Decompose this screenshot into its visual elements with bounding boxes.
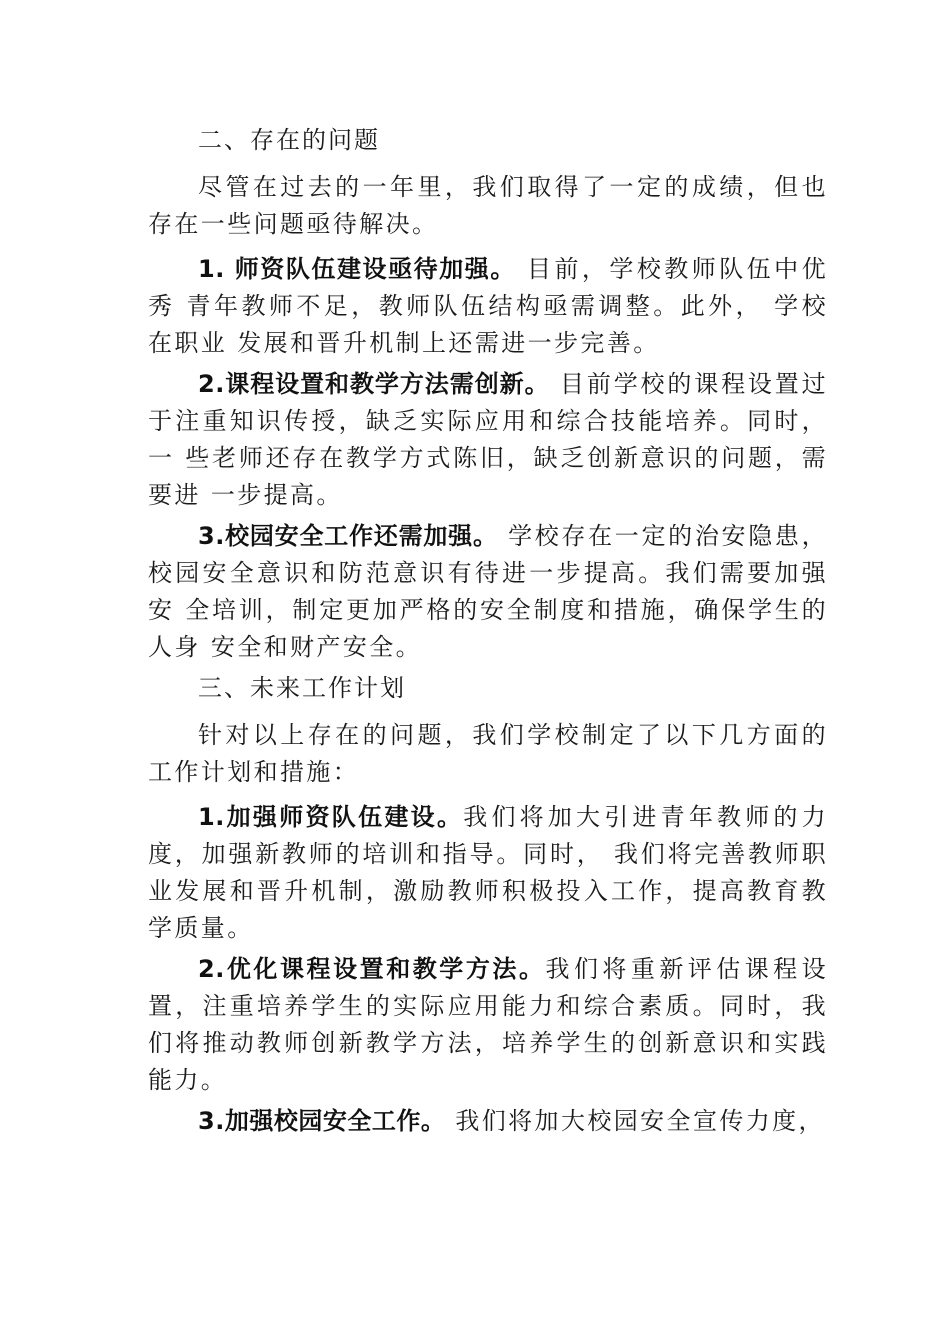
problem-item-3-body: 学校存在一定的治安隐患， 校园安全意识和防范意识有待进一步提高。我们需要加强安 全培训，制定更加严格的安全制度和措施，确保学生的人身 安全和财产安全。 (148, 522, 828, 661)
plan-item-2 (148, 951, 828, 1099)
problem-item-2-lead: 2.课程设置和教学方法需创新。 (198, 370, 550, 398)
section-intro-problems: 尽管在过去的一年里，我们取得了一定的成绩，但也存在一些问题亟待解决。 (148, 173, 828, 238)
problem-item-1-lead: 1. 师资队伍建设亟待加强。 (198, 255, 516, 283)
problem-item-1-body: 目前，学校教师队伍中优秀 青年教师不足，教师队伍结构亟需调整。此外， 学校在职业 发展和晋升机制上还需进一步完善。 (148, 255, 828, 357)
problem-item-3-lead: 3.校园安全工作还需加强。 (198, 522, 498, 550)
problem-item-2-body: 目前学校的课程设置过 于注重知识传授，缺乏实际应用和综合技能培养。同时，一 些老师还存在教学方式陈旧，缺乏创新意识的问题，需要进 一步提高。 (148, 370, 828, 509)
plan-item-3 (148, 1103, 828, 1140)
plan-item-2-lead: 2.优化课程设置和教学方法。 (198, 955, 546, 983)
plan-item-3-body: 我们将加大校园安全宣传力度， (445, 1107, 825, 1135)
plan-item-1-body: 我们将加大引进青年教师的力度，加强新教师的培训和指导。同时， 我们将完善教师职业发展和晋升机制，激励教师积极投入工作，提高教育教学质量。 (148, 803, 828, 942)
section-heading-problems: 二、存在的问题 (198, 126, 380, 154)
section-intro-plans: 针对以上存在的问题，我们学校制定了以下几方面的工作计划和措施： (148, 721, 828, 786)
section-heading-plans: 三、未来工作计划 (198, 674, 406, 702)
plan-item-1-lead: 1.加强师资队伍建设。 (198, 803, 464, 831)
document-body (148, 122, 828, 1144)
problem-item-3 (148, 518, 828, 666)
plan-item-1 (148, 799, 828, 947)
plan-item-3-lead: 3.加强校园安全工作。 (198, 1107, 446, 1135)
problem-item-1 (148, 251, 828, 362)
plan-item-2-body: 我们将重新评估课程设置，注重培养学生的实际应用能力和综合素质。同时，我们将推动教师创新教学方法，培养学生的创新意识和实践能力。 (148, 955, 828, 1094)
problem-item-2 (148, 366, 828, 514)
